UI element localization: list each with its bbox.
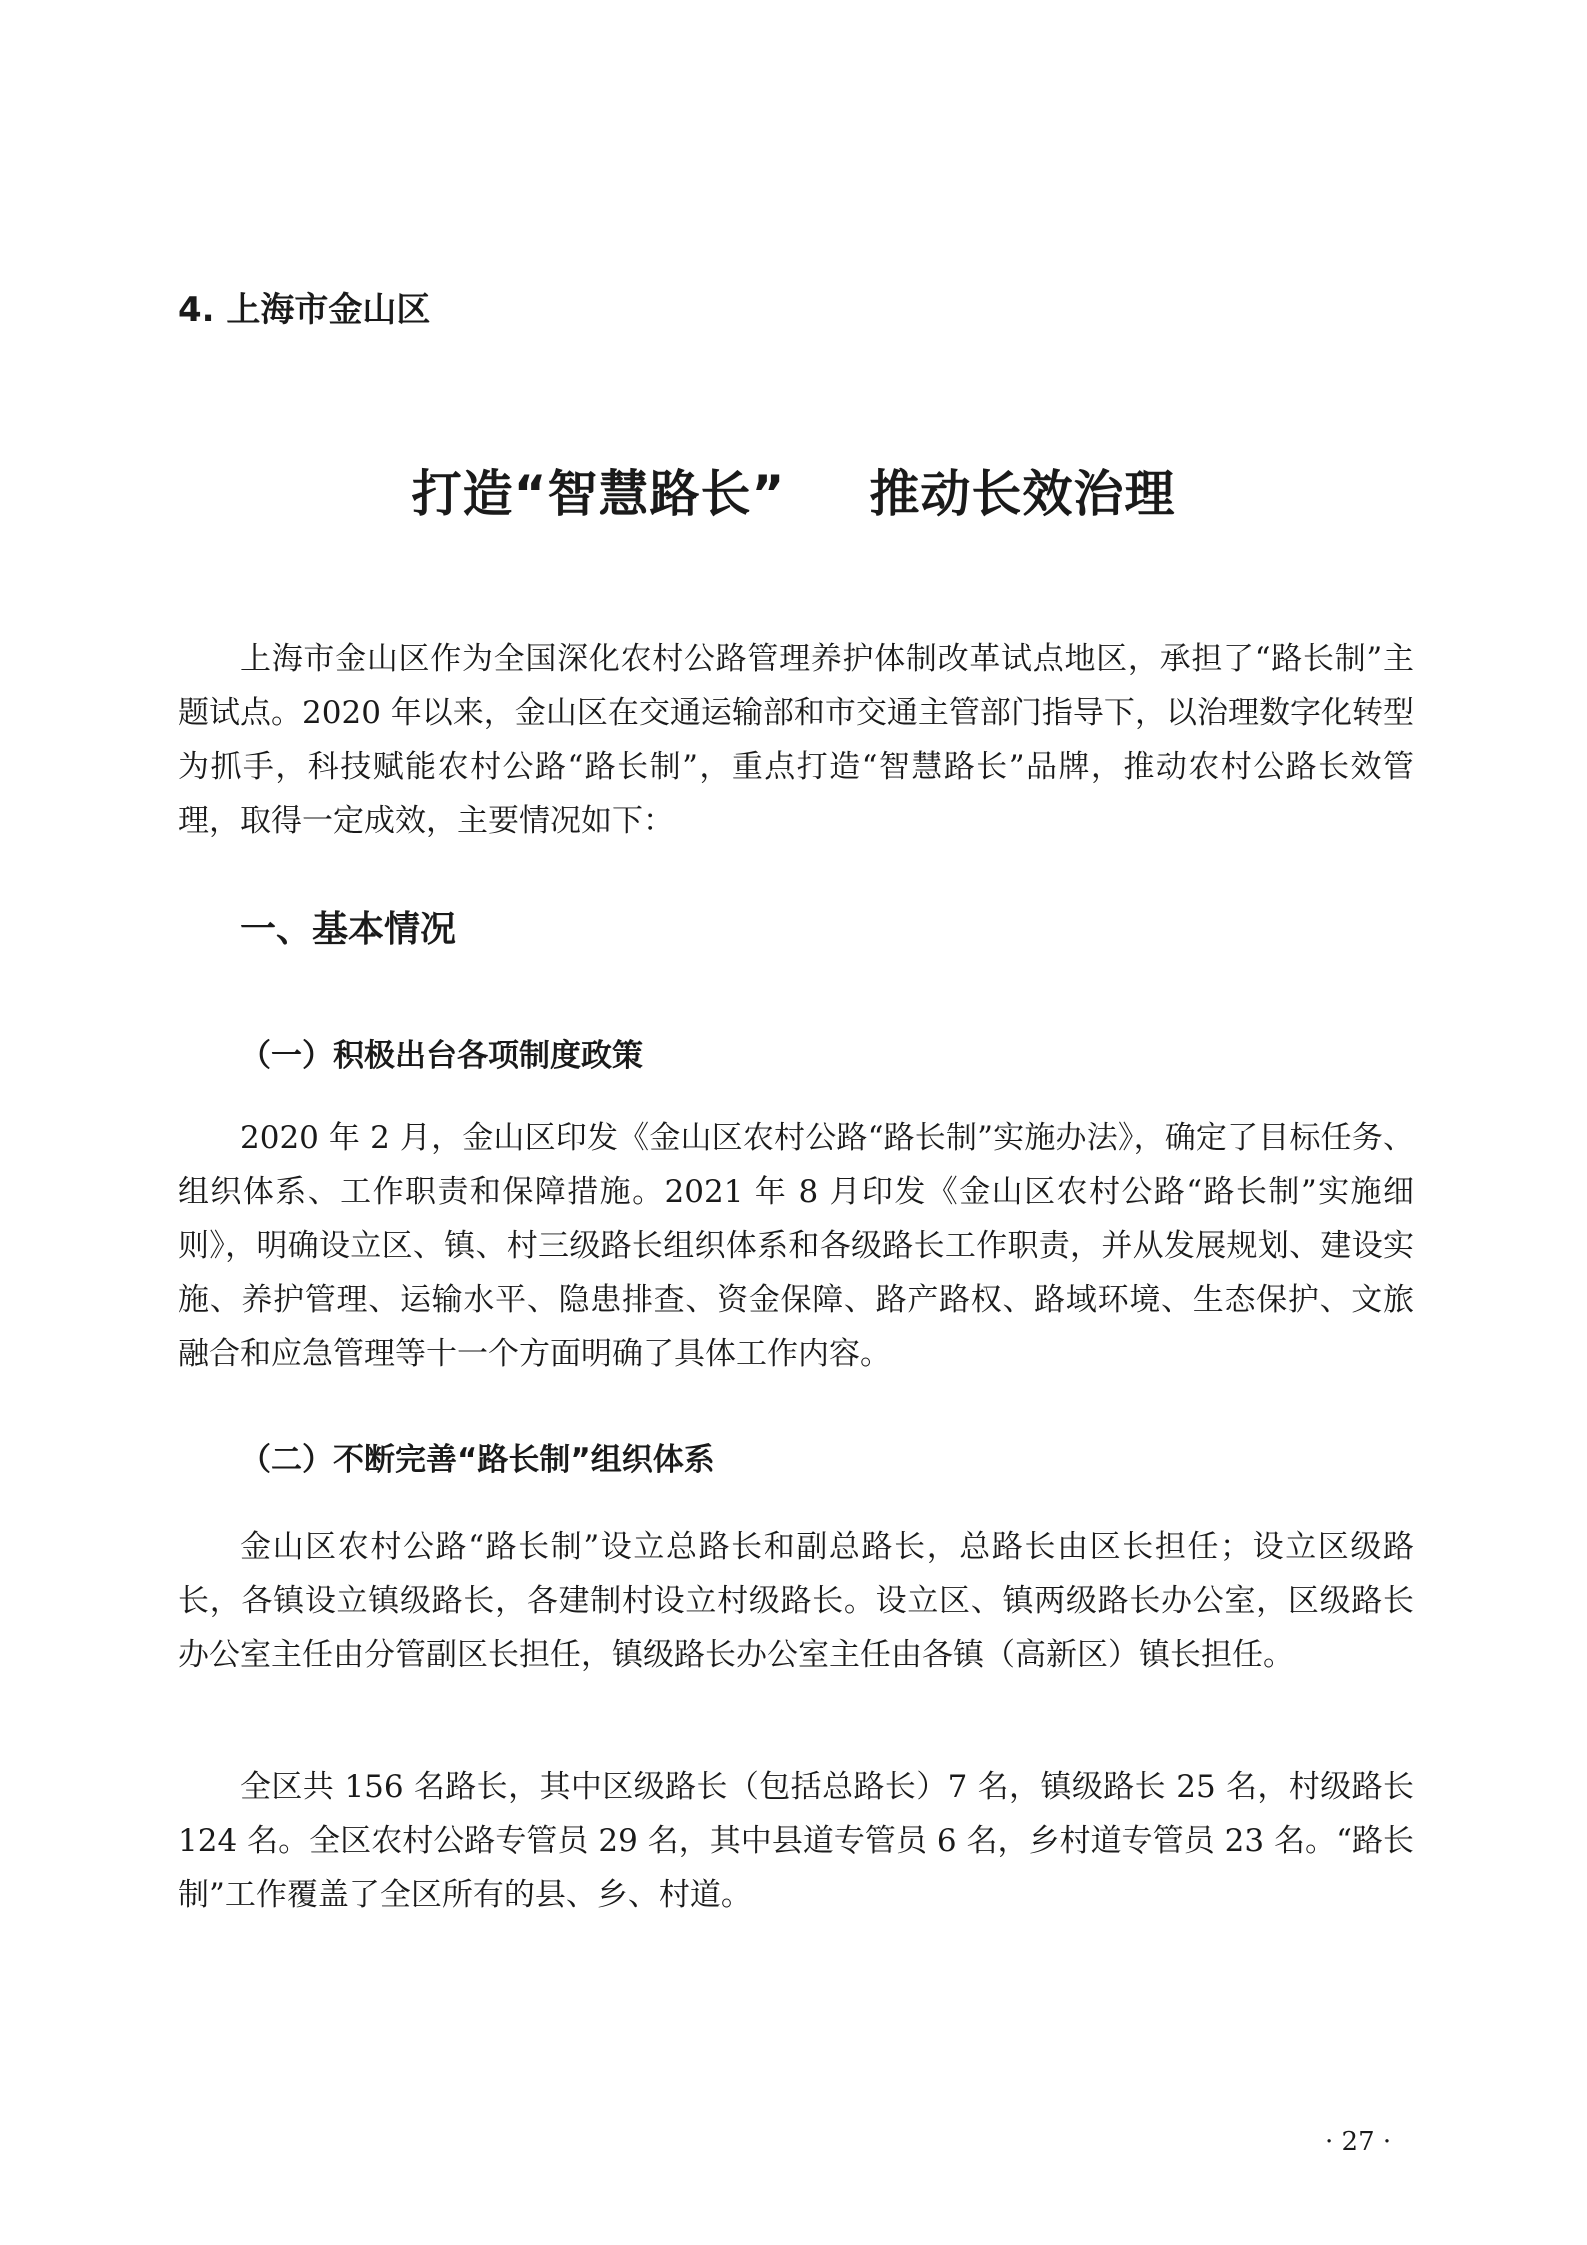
page-number: · 27 · — [1325, 2127, 1392, 2157]
document-title — [0, 462, 1587, 526]
organization-paragraph-1: 金山区农村公路“路长制”设立总路长和副总路长，总路长由区长担任；设立区级路长，各镇设立镇级路长，各建制村设立村级路长。设立区、镇两级路长办公室，区级路长办公室主任由分管副区长担任，镇级路长办公室主任由各镇（高新区）镇长担任。 — [178, 1529, 1414, 1673]
subheading-organization: （二）不断完善“路长制”组织体系 — [240, 1442, 715, 1478]
policies-paragraph: 2020 年 2 月，金山区印发《金山区农村公路“路长制”实施办法》，确定了目标任务、组织体系、工作职责和保障措施。2021 年 8 月印发《金山区农村公路“路长制”实施细则》，明确设立区、镇、村三级路长组织体系和各级路长工作职责，并从发展规划、建设实施、养护管理、运输水平、隐患排查、资金保障、路产路权、路域环境、生态保护、文旅融合和应急管理等十一个方面明确了具体工作内容。 — [178, 1120, 1414, 1372]
title-part-2: 推动长效治理 — [869, 465, 1176, 523]
subheading-policies: （一）积极出台各项制度政策 — [240, 1038, 643, 1074]
organization-paragraph-2: 全区共 156 名路长，其中区级路长（包括总路长）7 名，镇级路长 25 名，村级路长 124 名。全区农村公路专管员 29 名，其中县道专管员 6 名，乡村道专管员 23 名。“路长制”工作覆盖了全区所有的县、乡、村道。 — [178, 1769, 1414, 1913]
section-label: 4. 上海市金山区 — [178, 290, 431, 330]
title-part-1: 打造“智慧路长” — [411, 465, 786, 523]
heading-basic-situation: 一、基本情况 — [240, 909, 457, 950]
intro-paragraph: 上海市金山区作为全国深化农村公路管理养护体制改革试点地区，承担了“路长制”主题试点。2020 年以来，金山区在交通运输部和市交通主管部门指导下，以治理数字化转型为抓手，科技赋能农村公路“路长制”，重点打造“智慧路长”品牌，推动农村公路长效管理，取得一定成效，主要情况如下： — [178, 641, 1414, 839]
